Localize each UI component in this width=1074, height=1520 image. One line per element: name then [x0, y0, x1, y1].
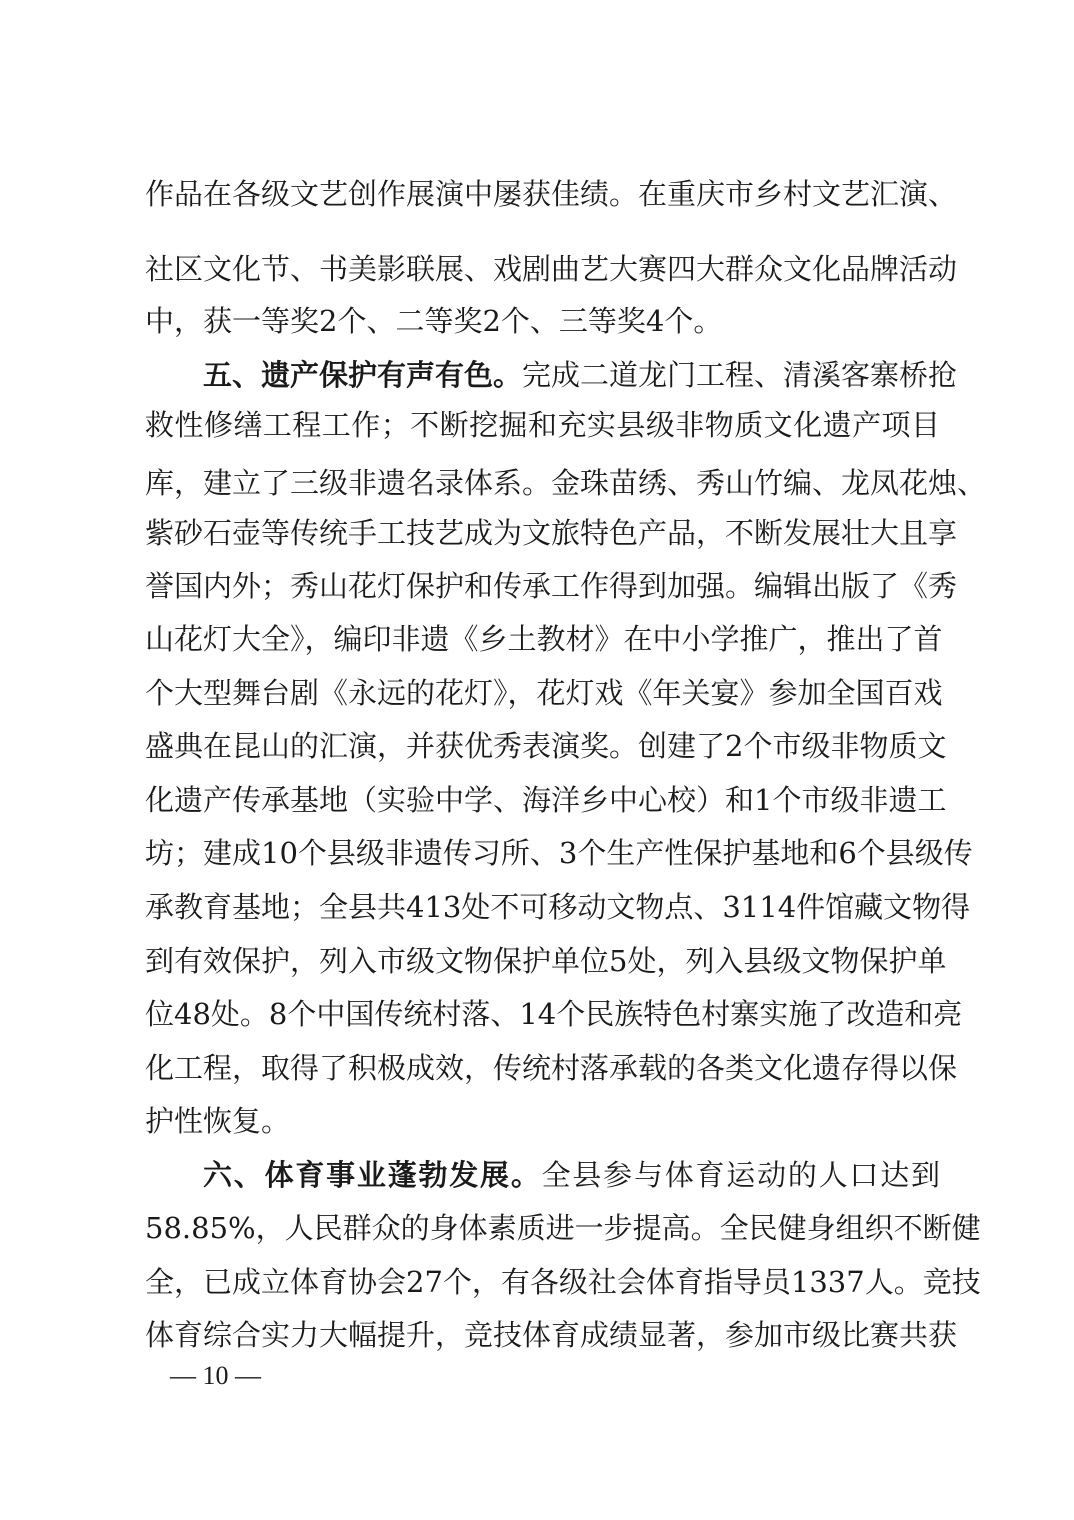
text-line: 58.85%，人民群众的身体素质进一步提高。全民健身组织不断健 — [145, 1211, 981, 1245]
text-line: 社区文化节、书美影联展、戏剧曲艺大赛四大群众文化品牌活动 — [145, 252, 958, 286]
text-line: 化工程，取得了积极成效，传统村落承载的各类文化遗存得以保 — [145, 1051, 958, 1085]
text-line: 山花灯大全》，编印非遗《乡土教材》在中小学推广，推出了首 — [145, 622, 943, 656]
section-6-lead: 全县参与体育运动的人口达到 — [541, 1158, 940, 1192]
text-line: 作品在各级文艺创作展演中屡获佳绩。在重庆市乡村文艺汇演、 — [145, 177, 958, 211]
text-line: 个大型舞台剧《永远的花灯》，花灯戏《年关宴》参加全国百戏 — [145, 676, 943, 710]
text-line: 紫砂石壶等传统手工技艺成为文旅特色产品，不断发展壮大且享 — [145, 516, 958, 550]
text-line: 坊；建成10个县级非遗传习所、3个生产性保护基地和6个县级传 — [145, 836, 973, 870]
page-number: — 10 — — [170, 1361, 261, 1390]
text-line: 盛典在昆山的汇演，并获优秀表演奖。创建了2个市级非物质文 — [145, 729, 947, 763]
text-line: 位48处。8个中国传统村落、14个民族特色村寨实施了改造和亮 — [145, 997, 963, 1031]
section-5-heading: 五、遗产保护有声有色。 — [203, 358, 523, 392]
text-line: 全，已成立体育协会27个，有各级社会体育指导员1337人。竞技 — [145, 1265, 981, 1299]
text-line: 护性恢复。 — [145, 1104, 291, 1138]
text-line: 誉国内外；秀山花灯保护和传承工作得到加强。编辑出版了《秀 — [145, 569, 958, 603]
section-6-heading: 六、体育事业蓬勃发展。 — [203, 1158, 542, 1192]
text-line: 到有效保护，列入市级文物保护单位5处，列入县级文物保护单 — [145, 944, 947, 978]
text-line: 体育综合实力大幅提升，竞技体育成绩显著，参加市级比赛共获 — [145, 1318, 958, 1352]
text-line: 承教育基地；全县共413处不可移动文物点、3114件馆藏文物得 — [145, 890, 971, 924]
text-line: 化遗产传承基地（实验中学、海洋乡中心校）和1个市级非遗工 — [145, 783, 947, 817]
section-6-first-line — [203, 1146, 940, 1204]
text-line: 库，建立了三级非遗名录体系。金珠苗绣、秀山竹编、龙凤花烛、 — [145, 466, 987, 500]
section-5-lead: 完成二道龙门工程、清溪客寨桥抢 — [522, 358, 958, 392]
text-line: 救性修缮工程工作；不断挖掘和充实县级非物质文化遗产项目 — [145, 408, 940, 442]
text-line: 中，获一等奖2个、二等奖2个、三等奖4个。 — [145, 304, 723, 338]
